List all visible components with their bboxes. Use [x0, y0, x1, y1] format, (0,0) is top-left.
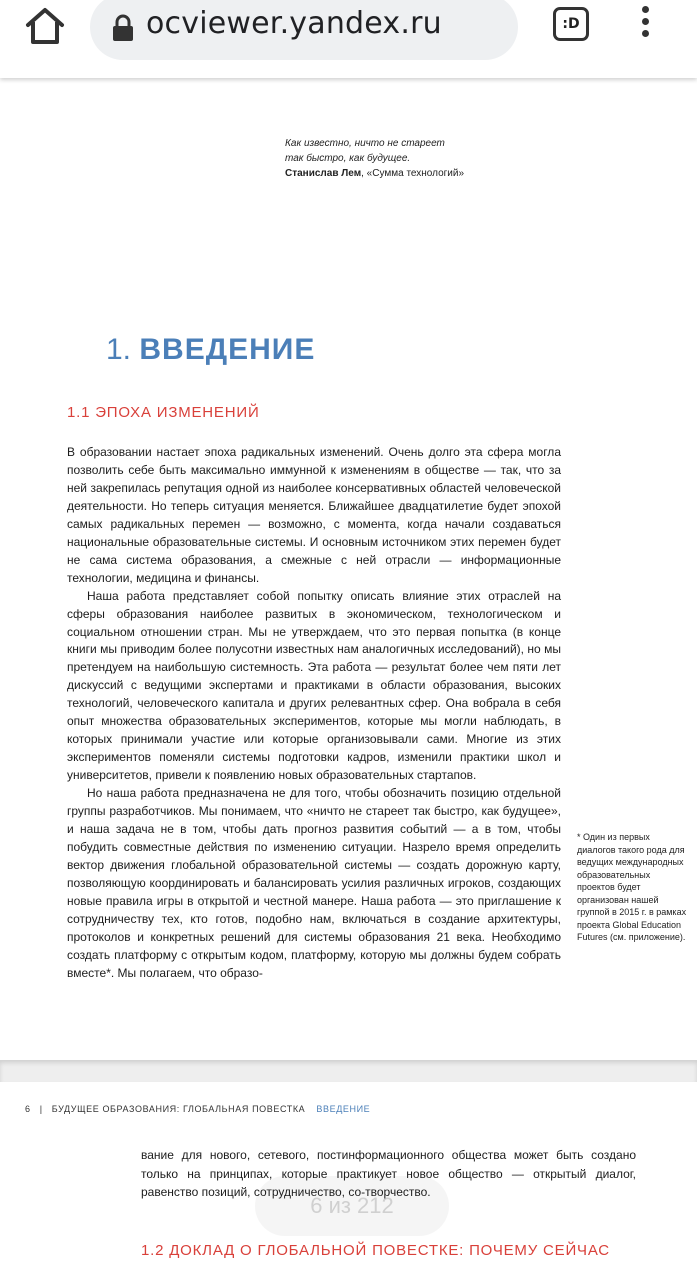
header-separator: | [39, 1104, 43, 1114]
page-separator [0, 1060, 697, 1082]
epigraph-quote-line: так быстро, как будущее. [285, 153, 411, 164]
kebab-menu-icon[interactable] [636, 6, 654, 44]
chapter-title: ВВЕДЕНИЕ [139, 333, 316, 366]
epigraph-source: , «Сумма технологий» [361, 168, 465, 179]
page-number: 6 [25, 1104, 31, 1114]
chapter-heading [106, 333, 315, 367]
home-button[interactable] [22, 6, 68, 46]
home-icon [22, 6, 68, 46]
body-text [67, 444, 561, 983]
document-page [0, 1082, 697, 1280]
lock-icon [112, 14, 134, 42]
header-section: ВВЕДЕНИЕ [316, 1104, 371, 1114]
paragraph: Но наша работа предназначена не для того, чтобы обозначить позицию отдельной группы разработчиков. Мы понимаем, что «ничто не стареет так быстро, как будущее», и наша задача не в том, чтобы дать прогноз развития событий — а в том, чтобы побудить совместные действия по изменению ситуации. Назрело время определить вектор движения глобальной образовательной системы — создать дорожную карту, позволяющую координировать и балансировать усилия различных игроков, создающих новые правила игры в открытой и честной манере. Наша работа — это приглашение к сотрудничеству тех, кто готов, подобно нам, включаться в создание архитектуры, протоколов и конкретных решений для системы образования 21 века. Необходимо создать платформу с открытым кодом, платформу, которую мы должны будем собрать вместе*. Мы полагаем, что образо- [67, 786, 561, 980]
book-title: БУДУЩЕЕ ОБРАЗОВАНИЯ: ГЛОБАЛЬНАЯ ПОВЕСТКА [51, 1104, 306, 1114]
chapter-number: 1. [106, 333, 132, 366]
url-text[interactable]: ocviewer.yandex.ru [146, 6, 442, 41]
footnote: * Один из первых диалогов такого рода для ведущих международных образовательных проектов будет организован нашей группой в 2015 г. в рамках проекта Global Education Futures (см. приложение). [577, 832, 687, 942]
document-page [0, 78, 697, 1060]
epigraph [285, 136, 545, 181]
browser-toolbar [0, 0, 697, 78]
paragraph: В образовании настает эпоха радикальных изменений. Очень долго эта сфера могла позволить себе быть максимально иммунной к изменениям в обществе — так, что за ней закрепилась репутация одной из наиболее консервативных областей человеческой деятельности. Но теперь ситуация меняется. Ближайшее двадцатилетие будет эпохой самых радикальных перемен — возможно, с момента, когда начали создаваться национальные образовательные системы. И основным источником этих перемен будет не сама система образования, а смежные с ней отрасли — информационные технологии, медицина и финансы. [67, 445, 561, 585]
document-viewer[interactable] [0, 78, 697, 1280]
address-bar[interactable] [90, 0, 518, 60]
page-indicator: 6 из 212 [255, 1176, 449, 1236]
paragraph: вание для нового, сетевого, постинформационного общества может быть создано только на принципах, которые практикует новое общество — открытый диалог, равенство позиций, сотрудничество, со-творчество. [141, 1148, 636, 1199]
epigraph-author: Станислав Лем [285, 168, 362, 179]
epigraph-quote-line: Как известно, ничто не стареет [285, 138, 445, 149]
section-heading: 1.1 ЭПОХА ИЗМЕНЕНИЙ [67, 404, 260, 421]
running-header [25, 1104, 370, 1114]
section-heading: 1.2 ДОКЛАД О ГЛОБАЛЬНОЙ ПОВЕСТКЕ: ПОЧЕМУ СЕЙЧАС [141, 1242, 610, 1259]
paragraph: Наша работа представляет собой попытку описать влияние этих отраслей на сферы образования наиболее развитых в экономическом, технологическом и социальном отношении стран. Мы не утверждаем, что это первая попытка (в конце книги мы приводим более полусотни известных нам аналогичных исследований), но мы претендуем на наибольшую системность. Эта работа — результат более чем пяти лет дискуссий с ведущими экспертами и практиками в области образования, высоких технологий, человеческого капитала и других релевантных сфер. Она вобрала в себя опыт множества образовательных экспериментов, которые мы могли наблюдать, в которых принимали участие или которые организовывали сами. Многие из этих экспериментов поменяли системы подготовки кадров, изменили практики школ и университетов, привели к появлению новых образовательных стартапов. [67, 588, 561, 783]
tab-switcher-button[interactable]: :D [553, 7, 589, 41]
